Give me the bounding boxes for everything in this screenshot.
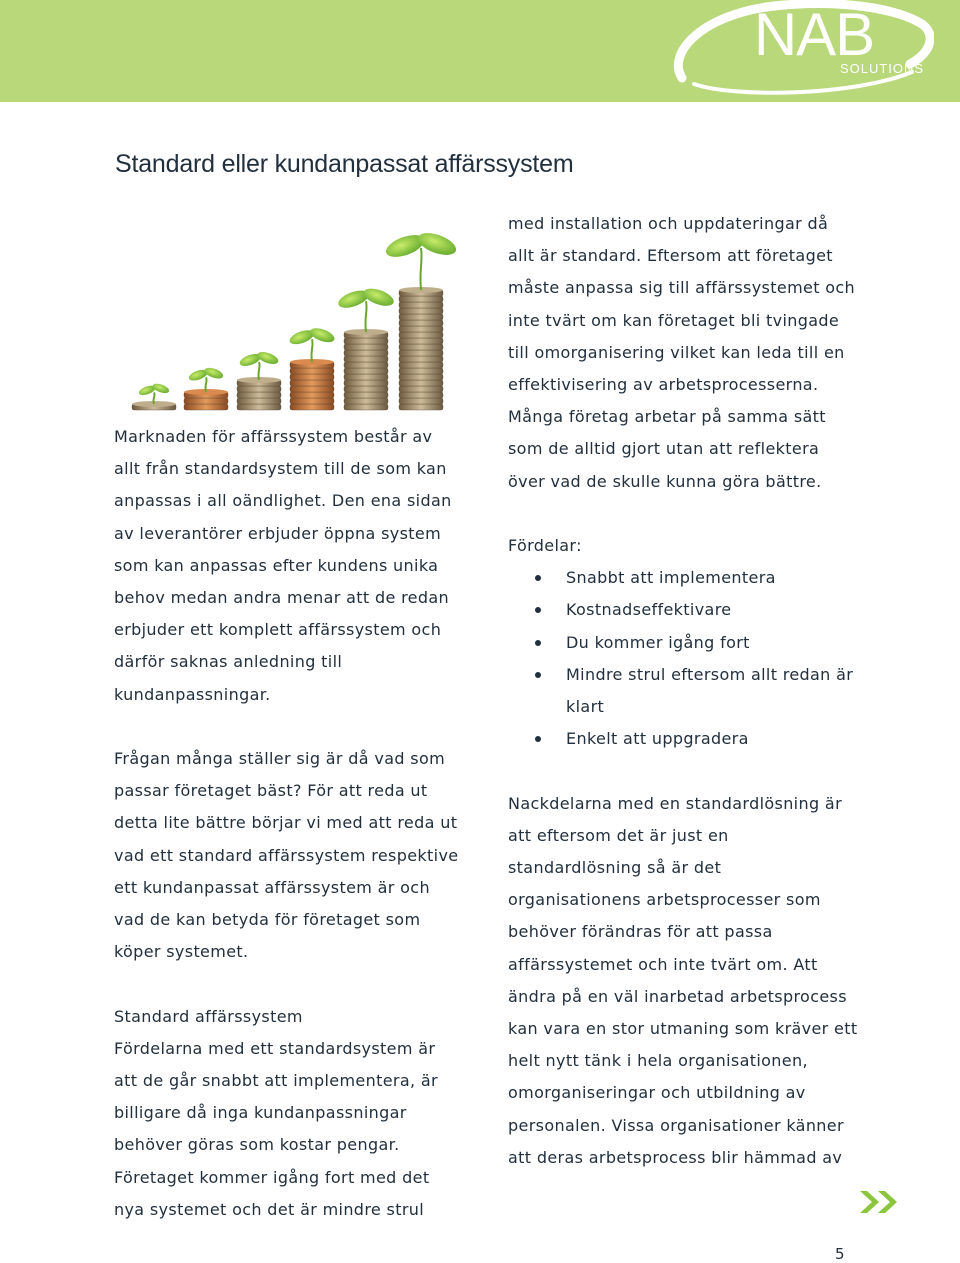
- coin: [399, 362, 443, 368]
- disadvantages-paragraph: Nackdelarna med en standardlösning är att eftersom det är just en standardlösning så är det organisationens arbetsprocesser som behöver förändras för att passa affärssystemet och inte tvärt om. Att ändra på en väl inarbetad arbetsprocess kan vara en stor utmaning som kräver ett helt nytt tänk i hela organisationen, omorganiseringar och utbildning av personalen. Vissa organisationer känner att deras arbetsprocess blir hämmad av: [508, 793, 858, 1167]
- coin: [399, 320, 443, 326]
- coin: [399, 350, 443, 356]
- advantages-list: [508, 562, 858, 755]
- bullet-icon: [535, 672, 541, 678]
- coin: [184, 404, 228, 410]
- coin: [399, 386, 443, 392]
- continuation-paragraph: med installation och uppdateringar då allt är standard. Eftersom att företaget måste anpassa sig till affärssystemet och inte tvärt om kan företaget bli tvingade till omorganisering vilket kan leda till en effektivisering av arbetsprocesserna. Många företag arbetar på samma sätt som de alltid gjort utan att reflektera över vad de skulle kunna göra bättre.: [508, 214, 856, 491]
- svg-text:NAB: NAB: [753, 1, 875, 68]
- sprout-stem: [311, 339, 312, 362]
- coin: [344, 350, 388, 356]
- list-item: Mindre strul eftersom allt redan är klart: [508, 659, 858, 723]
- coins-with-sprouts-icon: [112, 210, 467, 420]
- sprout-stem: [153, 392, 154, 404]
- coin: [399, 344, 443, 350]
- bullet-icon: [535, 575, 541, 581]
- list-item: Snabbt att implementera: [508, 562, 858, 594]
- coin: [237, 386, 281, 392]
- coin: [399, 302, 443, 308]
- left-column: [114, 421, 464, 1226]
- coin: [290, 398, 334, 404]
- question-paragraph: Frågan många ställer sig är då vad som passar företaget bäst? För att reda ut detta lite bättre börjar vi med att reda ut vad ett standard affärssystem respektive ett kundanpassat affärssystem är och vad de kan betyda för företaget som köper systemet.: [114, 749, 459, 962]
- coin: [290, 404, 334, 410]
- coin: [344, 338, 388, 344]
- coin: [237, 398, 281, 404]
- bullet-icon: [535, 607, 541, 613]
- coin: [399, 392, 443, 398]
- section-heading: Standard affärssystem: [114, 1006, 303, 1026]
- coin: [399, 380, 443, 386]
- coin: [399, 338, 443, 344]
- list-item: Enkelt att uppgradera: [508, 723, 858, 755]
- sprout-stem: [258, 362, 259, 380]
- coin: [399, 314, 443, 320]
- list-item: Du kommer igång fort: [508, 627, 858, 659]
- bullet-icon: [535, 640, 541, 646]
- coin: [399, 326, 443, 332]
- coin: [399, 398, 443, 404]
- coin: [344, 356, 388, 362]
- coin: [344, 368, 388, 374]
- coin: [290, 380, 334, 386]
- sprout-stem: [420, 248, 421, 290]
- bullet-icon: [535, 736, 541, 742]
- coin: [344, 392, 388, 398]
- coin: [344, 362, 388, 368]
- advantages-label: Fördelar:: [508, 536, 582, 556]
- page-number: 5: [835, 1245, 845, 1263]
- double-chevron-right-icon[interactable]: [858, 1189, 902, 1215]
- coin: [399, 374, 443, 380]
- svg-text:SOLUTIONS: SOLUTIONS: [839, 61, 925, 76]
- sprout-stem: [205, 377, 206, 392]
- coin: [237, 404, 281, 410]
- coin: [290, 374, 334, 380]
- coin: [344, 404, 388, 410]
- coin: [344, 398, 388, 404]
- page-title: Standard eller kundanpassat affärssystem: [115, 150, 574, 178]
- intro-paragraph: Marknaden för affärssystem består av allt från standardsystem till de som kan anpassas i all oändlighet. Den ena sidan av leverantörer erbjuder öppna system som kan anpassas efter kundens unika behov medan andra menar att de redan erbjuder ett komplett affärssystem och därför saknas anledning till kundanpassningar.: [114, 427, 452, 704]
- sprout-stem: [365, 301, 366, 332]
- coin: [344, 380, 388, 386]
- header-band: [0, 0, 960, 102]
- standard-system-paragraph: Fördelarna med ett standardsystem är att de går snabbt att implementera, är billigare då inga kundanpassningar behöver göras som kostar pengar. Företaget kommer igång fort med det nya systemet och det är mindre strul: [114, 1038, 438, 1219]
- coin: [399, 308, 443, 314]
- coin: [184, 398, 228, 404]
- right-column: [508, 208, 858, 1174]
- coin: [344, 386, 388, 392]
- nab-solutions-logo: [664, 0, 934, 100]
- coin: [237, 392, 281, 398]
- coin: [290, 392, 334, 398]
- coin: [399, 356, 443, 362]
- coin: [290, 386, 334, 392]
- coin: [344, 344, 388, 350]
- coin: [399, 332, 443, 338]
- list-item: Kostnadseffektivare: [508, 594, 858, 626]
- coin: [344, 374, 388, 380]
- coin: [399, 404, 443, 410]
- coin: [399, 296, 443, 302]
- coin: [399, 368, 443, 374]
- coin: [290, 368, 334, 374]
